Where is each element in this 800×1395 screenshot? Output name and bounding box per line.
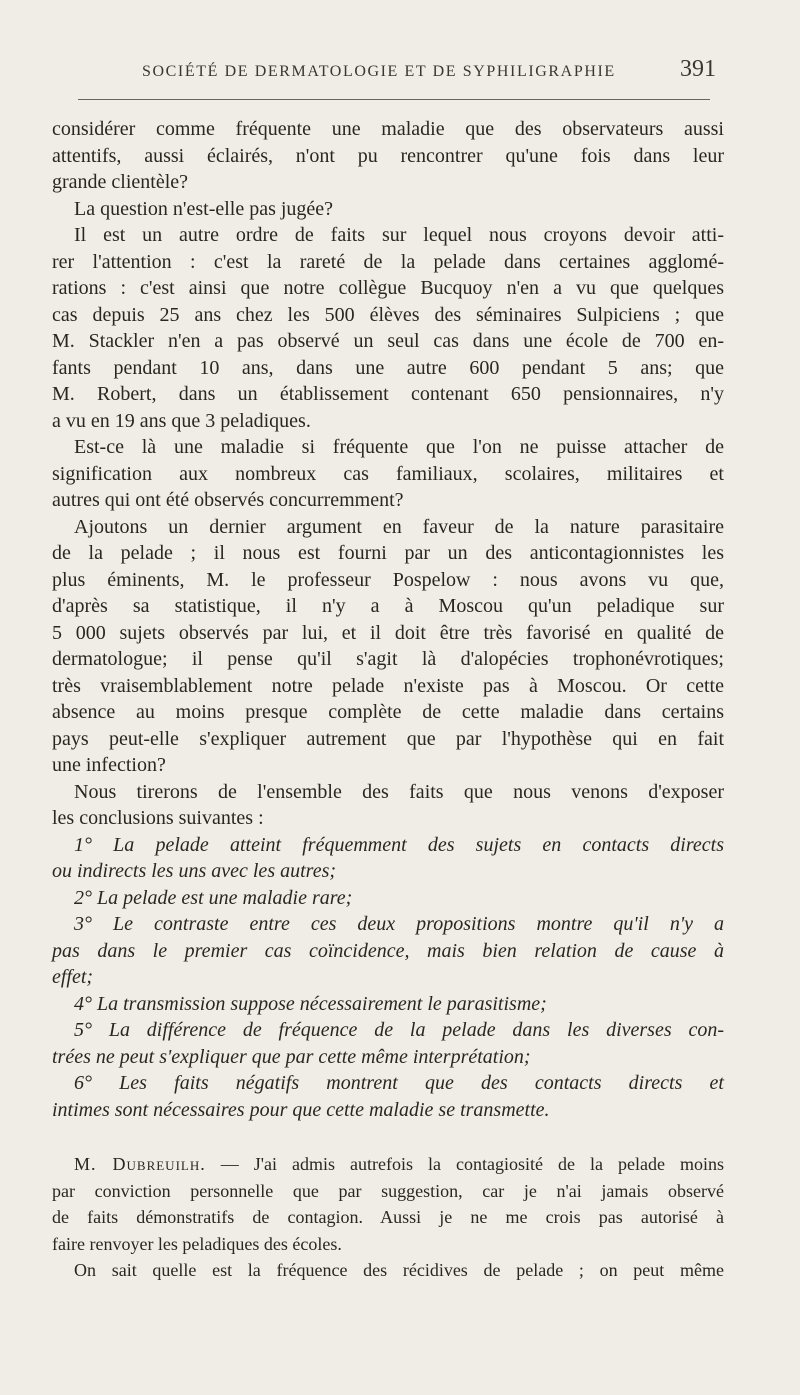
text-line: d'après sa statistique, il n'y a à Moscou qu'un peladique sur [52,595,724,617]
discussion [52,1151,724,1284]
running-title: SOCIÉTÉ DE DERMATOLOGIE ET DE SYPHILIGRAPHIE [142,63,616,80]
text-line: M. Robert, dans un établissement contenant 650 pensionnaires, n'y [52,383,724,405]
discussion-line: par conviction personnelle que par suggestion, car je n'ai jamais observé [52,1180,724,1201]
text-line: une infection? [52,754,166,776]
conclusion-line: 2° La pelade est une maladie rare; [74,886,353,909]
text-line: 5 000 sujets observés par lui, et il doit être très favorisé en qualité de [52,621,724,644]
speaker-name: M. Dubreuilh. [74,1154,206,1174]
text-line: fants pendant 10 ans, dans une autre 600 pendant 5 ans; que [52,356,724,379]
conclusion-line: trées ne peut s'expliquer que par cette même interprétation; [52,1045,531,1068]
text-line: Nous tirerons de l'ensemble des faits que nous venons d'exposer [74,780,724,803]
text-line: Est-ce là une maladie si fréquente que l'on ne puisse attacher de [74,436,724,458]
conclusion-line: effet; [52,966,94,988]
text-line: grande clientèle? [52,171,189,193]
text-line: signification aux nombreux cas familiaux, scolaires, militaires et [52,462,724,485]
discussion-line: faire renvoyer les peladiques des écoles. [52,1233,342,1254]
text-line: rer l'attention : c'est la rareté de la pelade dans certaines agglomé- [52,250,724,273]
conclusion-line: pas dans le premier cas coïncidence, mais bien relation de cause à [52,939,724,962]
conclusion-line: 4° La transmission suppose nécessairement le parasitisme; [74,992,547,1015]
discussion-text: — J'ai admis autrefois la contagiosité de la pelade moins [220,1154,724,1174]
text-line: autres qui ont été observés concurremment? [52,489,404,511]
conclusion-line: ou indirects les uns avec les autres; [52,860,337,882]
text-line: absence au moins presque complète de cette maladie dans certains [52,701,724,723]
text-line: très vraisemblablement notre pelade n'existe pas à Moscou. Or cette [52,674,724,697]
body-text [52,116,724,1284]
discussion-line: On sait quelle est la fréquence des récidives de pelade ; on peut même [74,1260,724,1280]
text-line: considérer comme fréquente une maladie que des observateurs aussi [52,118,724,140]
text-line: cas depuis 25 ans chez les 500 élèves des séminaires Sulpiciens ; que [52,303,724,326]
running-head [50,54,722,94]
section-gap [52,1123,724,1151]
text-line: de la pelade ; il nous est fourni par un des anticontagionnistes les [52,542,724,564]
text-line: attentifs, aussi éclairés, n'ont pu rencontrer qu'une fois dans leur [52,144,724,167]
discussion-line: de faits démonstratifs de contagion. Aussi je ne me crois pas autorisé à [52,1207,724,1227]
text-line: dermatologue; il pense qu'il s'agit là d'alopécies trophonévrotiques; [52,648,724,670]
text-line: La question n'est-elle pas jugée? [74,197,334,220]
text-line: Ajoutons un dernier argument en faveur de la nature parasitaire [74,515,724,538]
conclusion-line: 1° La pelade atteint fréquemment des sujets en contacts directs [74,833,724,856]
text-line: pays peut-elle s'expliquer autrement que par l'hypothèse qui en fait [52,727,724,750]
conclusion-line: 6° Les faits négatifs montrent que des contacts directs et [74,1072,724,1094]
text-line: plus éminents, M. le professeur Pospelow : nous avons vu que, [52,568,724,591]
text-line: Il est un autre ordre de faits sur lequel nous croyons devoir atti- [74,224,724,246]
conclusion-line: intimes sont nécessaires pour que cette maladie se transmette. [52,1098,550,1121]
text-line: a vu en 19 ans que 3 peladiques. [52,409,311,432]
conclusion-line: 3° Le contraste entre ces deux propositions montre qu'il n'y a [74,913,724,935]
header-rule [78,99,710,100]
text-line: les conclusions suivantes : [52,807,264,829]
conclusion-line: 5° La différence de fréquence de la pelade dans les diverses con- [74,1019,724,1041]
text-line: M. Stackler n'en a pas observé un seul cas dans une école de 700 en- [52,330,724,352]
discussion-line [52,1151,724,1178]
page-number: 391 [680,56,716,82]
text-line: rations : c'est ainsi que notre collègue Bucquoy n'en a vu que quelques [52,277,724,299]
